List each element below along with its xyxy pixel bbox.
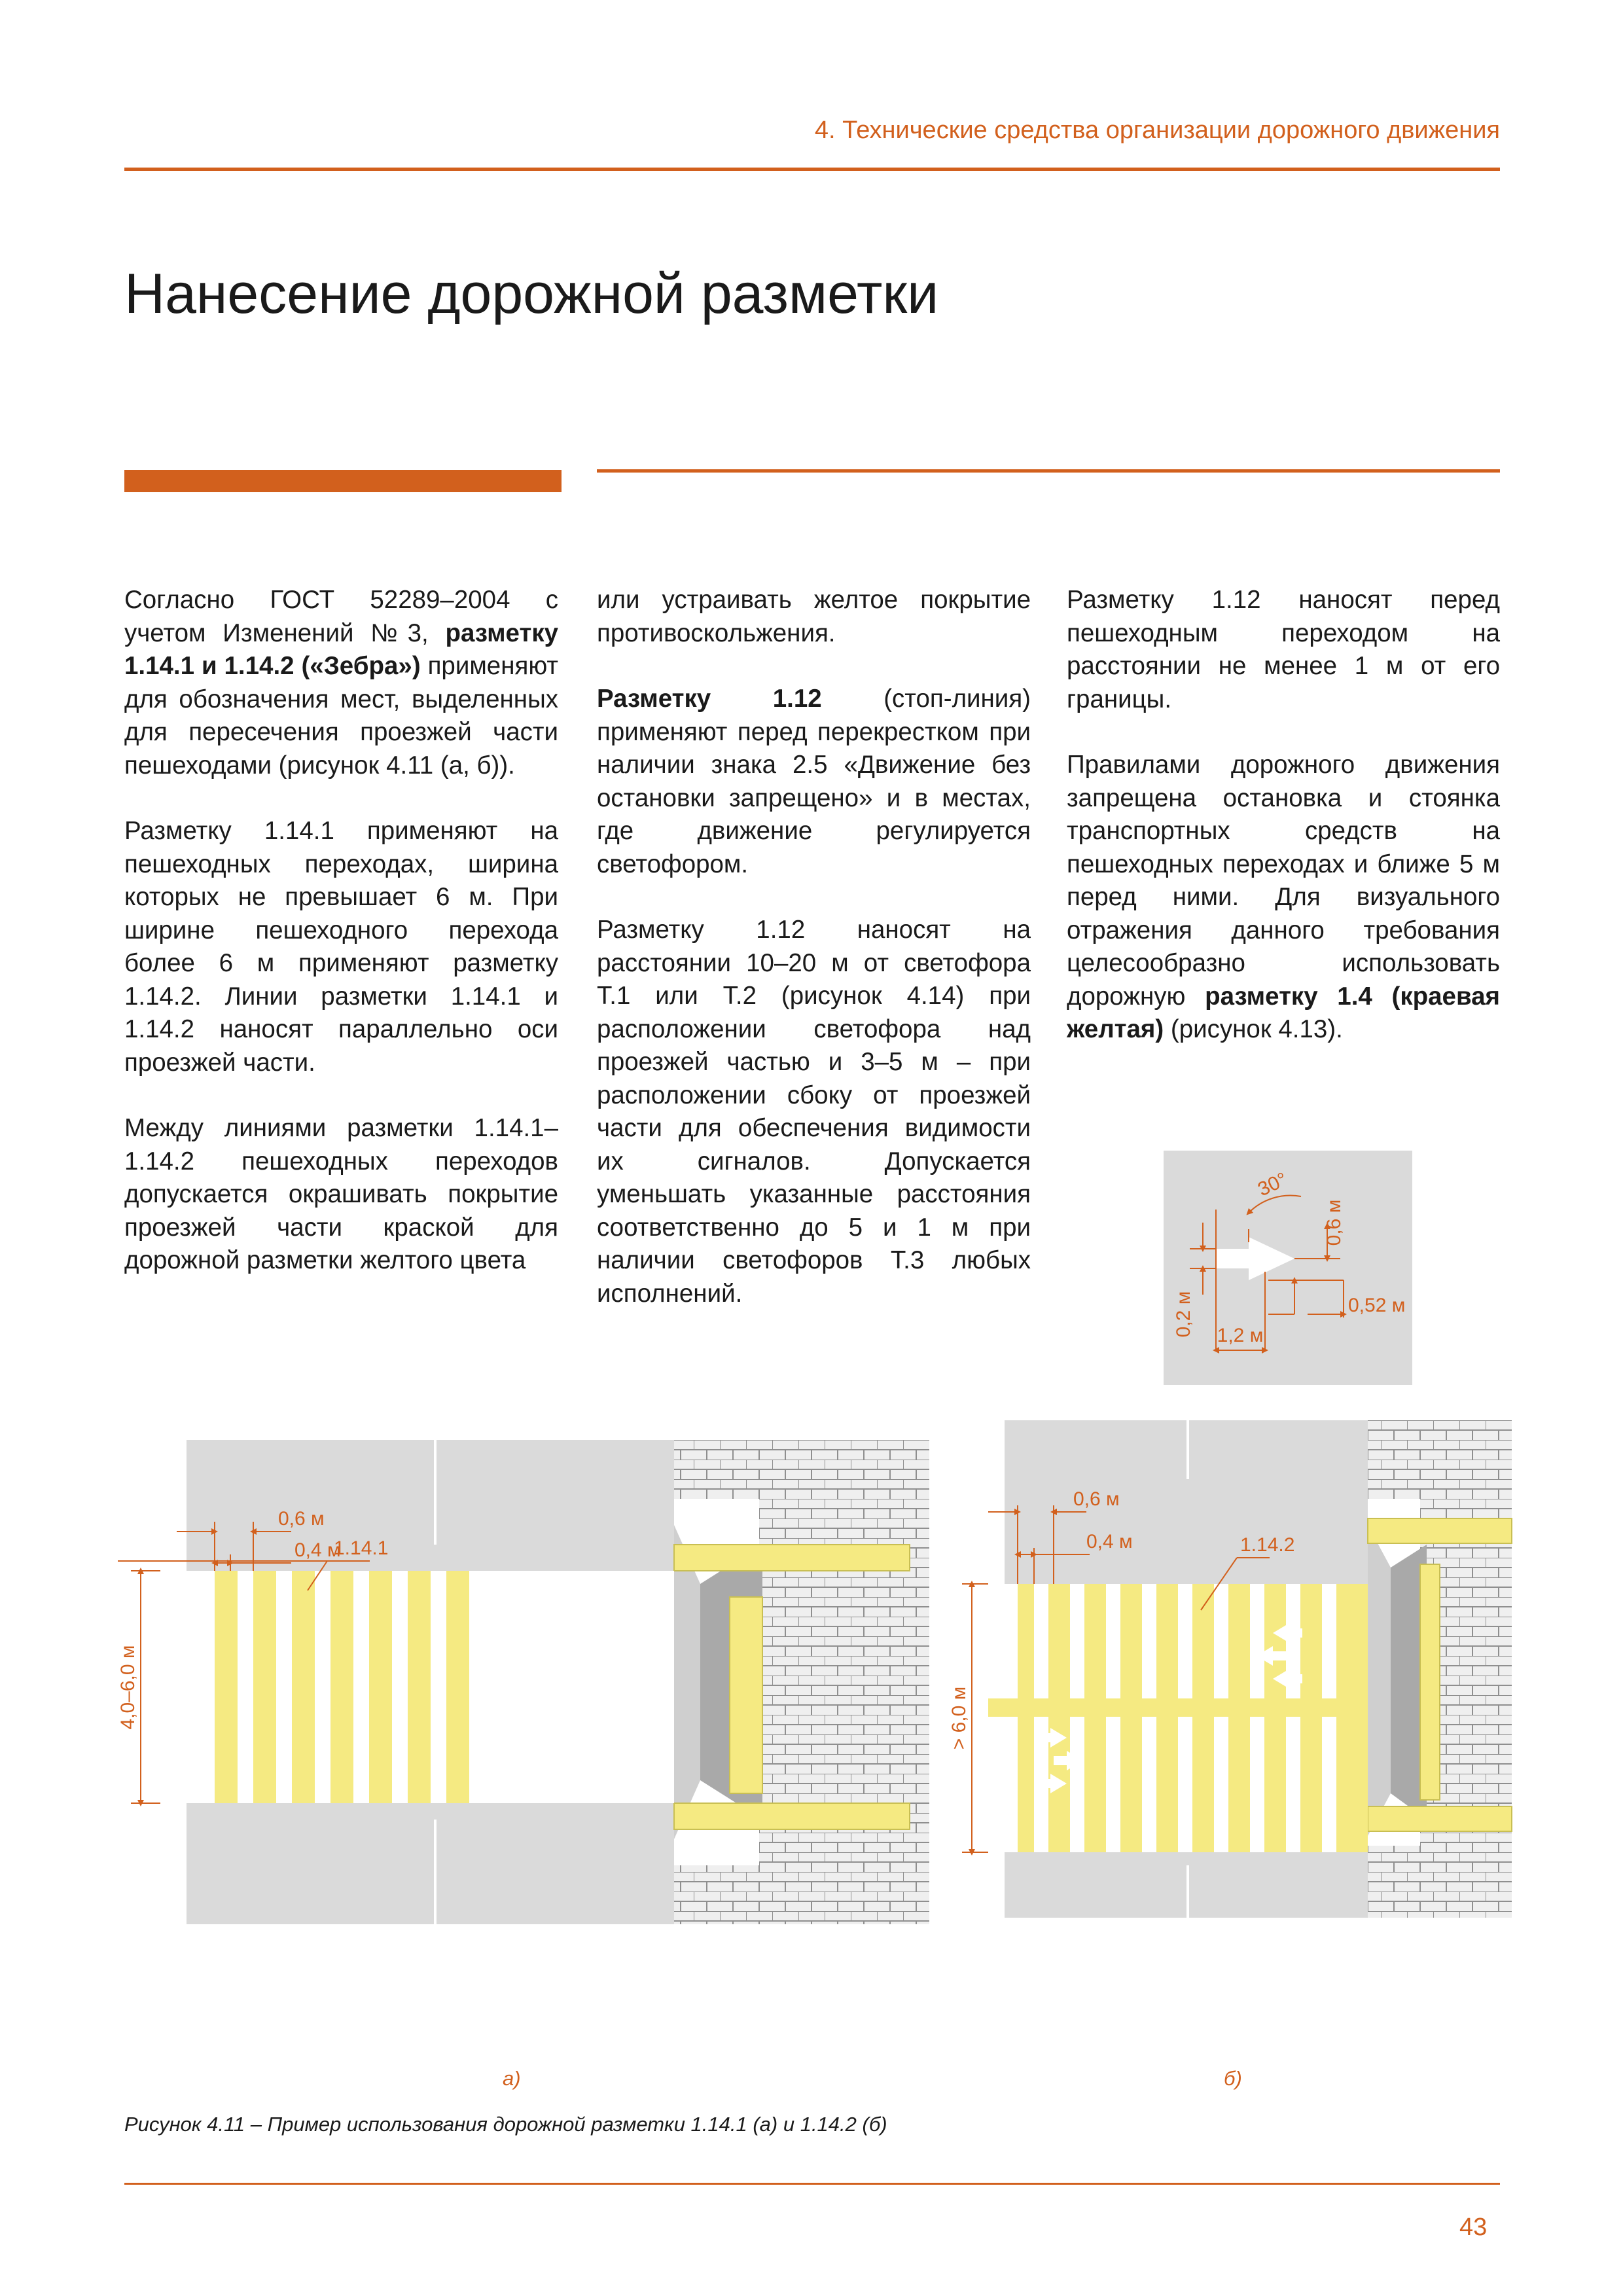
width-label: 4,0–6,0 м <box>117 1645 139 1730</box>
text-span: (стоп-линия) применяют перед перекрестком при наличии знака 2.5 «Движение без остановки запрещено» и в местах, где движение регулируется светофором. <box>597 685 1031 878</box>
zebra-gap <box>276 1571 292 1803</box>
zebra-gap <box>431 1571 446 1803</box>
zebra-stripe <box>446 1571 469 1803</box>
paragraph <box>124 584 558 782</box>
zebra-stripe <box>1070 1712 1084 1852</box>
zebra-stripe <box>1106 1584 1120 1698</box>
text-column-1 <box>124 584 558 1310</box>
section-rule-right <box>597 469 1500 473</box>
text-column-2 <box>597 584 1031 1343</box>
header-rule <box>124 168 1500 171</box>
zebra-stripe <box>1070 1584 1084 1698</box>
paragraph: Разметку 1.12 наносят на расстоянии 10–20 м от светофора Т.1 или Т.2 (рисунок 4.14) при расположении светофора над проезжей частью и 3–5 м – при расположении сбоку от проезжей части для обеспечения видимости их сигналов. Допускается уменьшать указанные расстояния соответственно до 5 и 1 м при наличии светофоров Т.3 любых исполнений. <box>597 916 1031 1308</box>
paragraph <box>597 683 1031 881</box>
dim-0-6: 0,6 м <box>278 1508 325 1530</box>
dim-0-4: 0,4 м <box>1086 1531 1133 1552</box>
dim-0-4: 0,4 м <box>294 1539 341 1561</box>
subfigure-label-b: б) <box>1224 2067 1242 2090</box>
dim-0-6: 0,6 м <box>1073 1488 1120 1510</box>
text-column-3 <box>1067 584 1500 1079</box>
figure-a-crosswalk-1-14-1 <box>118 1440 929 1924</box>
text-span: Правилами дорожного движения запрещена остановка и стоянка транспортных средств на пешеходных переходах и ближе 5 м перед ними. Для визуального отражения данного требования целесообразно использовать дорожную <box>1067 751 1500 1011</box>
zebra-stripe <box>1142 1584 1156 1698</box>
zebra-stripe <box>330 1571 353 1803</box>
zebra-stripe <box>215 1571 238 1803</box>
zebra-stripe <box>1286 1712 1300 1852</box>
zebra-stripe <box>408 1571 431 1803</box>
curb-yellow-bottom <box>674 1803 910 1829</box>
dim-label-0-6: 0,6 м <box>1323 1199 1345 1246</box>
text-span: применяют для обозначения мест, выделенных для пересечения проезжей части пешеходами (рисунок 4.11 (а, б)). <box>124 652 558 780</box>
bold-span: Разметку 1.12 <box>597 685 822 713</box>
zebra-stripe <box>369 1571 392 1803</box>
zebra-stripes <box>988 1584 1368 1852</box>
text-span: Согласно ГОСТ 52289–2004 с учетом Изменений №3, <box>124 586 558 647</box>
dim-label-0-52: 0,52 м <box>1348 1295 1406 1316</box>
width-label: > 6,0 м <box>948 1686 970 1750</box>
curb-yellow-top <box>1368 1518 1512 1543</box>
figure-caption: Рисунок 4.11 – Пример использования дорожной разметки 1.14.1 (а) и 1.14.2 (б) <box>124 2113 887 2136</box>
zebra-stripe <box>1034 1584 1048 1698</box>
zebra-stripe <box>1250 1712 1264 1852</box>
zebra-stripe <box>1250 1584 1264 1698</box>
subfigure-label-a: а) <box>503 2067 521 2090</box>
zebra-gap <box>392 1571 408 1803</box>
zebra-stripe <box>1178 1712 1192 1852</box>
zebra-gap <box>315 1571 330 1803</box>
zebra-stripe <box>1178 1584 1192 1698</box>
zebra-gap <box>238 1571 253 1803</box>
figure-b-crosswalk-1-14-2 <box>948 1420 1512 1918</box>
zebra-stripe <box>1322 1712 1336 1852</box>
zebra-stripe <box>1142 1712 1156 1852</box>
section-bar-left <box>124 470 562 492</box>
zebra-stripe <box>1322 1584 1336 1698</box>
paragraph: Между линиями разметки 1.14.1–1.14.2 пешеходных переходов допускается окрашивать покрытие проезжей части краской для дорожной разметки желтого цвета <box>124 1114 558 1274</box>
zebra-stripe <box>1106 1712 1120 1852</box>
zebra-stripe <box>253 1571 276 1803</box>
zebra-stripe <box>292 1571 315 1803</box>
curb-yellow-top <box>674 1545 910 1571</box>
page-number: 43 <box>1459 2214 1488 2241</box>
marking-label: 1.14.1 <box>334 1537 389 1559</box>
zebra-stripe <box>1214 1712 1228 1852</box>
paragraph: или устраивать желтое покрытие противоскольжения. <box>597 586 1031 647</box>
dim-label-0-2: 0,2 м <box>1173 1291 1194 1338</box>
footer-rule <box>124 2183 1500 2185</box>
paragraph: Разметку 1.12 наносят перед пешеходным переходом на расстоянии не менее 1 м от его границы. <box>1067 586 1500 713</box>
bold-span: разметку 1.14.1 и 1.14.2 («Зебра») <box>124 619 558 680</box>
chapter-header: 4. Технические средства организации дорожного движения <box>814 117 1500 144</box>
arrow-dimension-diagram <box>1164 1151 1412 1385</box>
zebra-stripes <box>215 1571 469 1803</box>
text-span: (рисунок 4.13). <box>1164 1015 1343 1043</box>
paragraph <box>1067 749 1500 1047</box>
curb-yellow-bottom <box>1368 1806 1512 1831</box>
marking-label: 1.14.2 <box>1240 1534 1295 1556</box>
dim-label-1-2: 1,2 м <box>1217 1325 1264 1346</box>
center-band <box>988 1698 1368 1717</box>
page-title: Нанесение дорожной разметки <box>124 262 939 325</box>
zebra-stripe <box>1214 1584 1228 1698</box>
angle-label: 30° <box>1255 1168 1291 1201</box>
bold-span: разметку 1.4 (краевая желтая) <box>1067 982 1500 1043</box>
zebra-gap <box>353 1571 369 1803</box>
paragraph: Разметку 1.14.1 применяют на пешеходных переходах, ширина которых не превышает 6 м. При ширине пешеходного перехода более 6 м применяют разметку 1.14.2. Линии разметки 1.14.1 и 1.14.2 наносят параллельно оси проезжей части. <box>124 817 558 1077</box>
